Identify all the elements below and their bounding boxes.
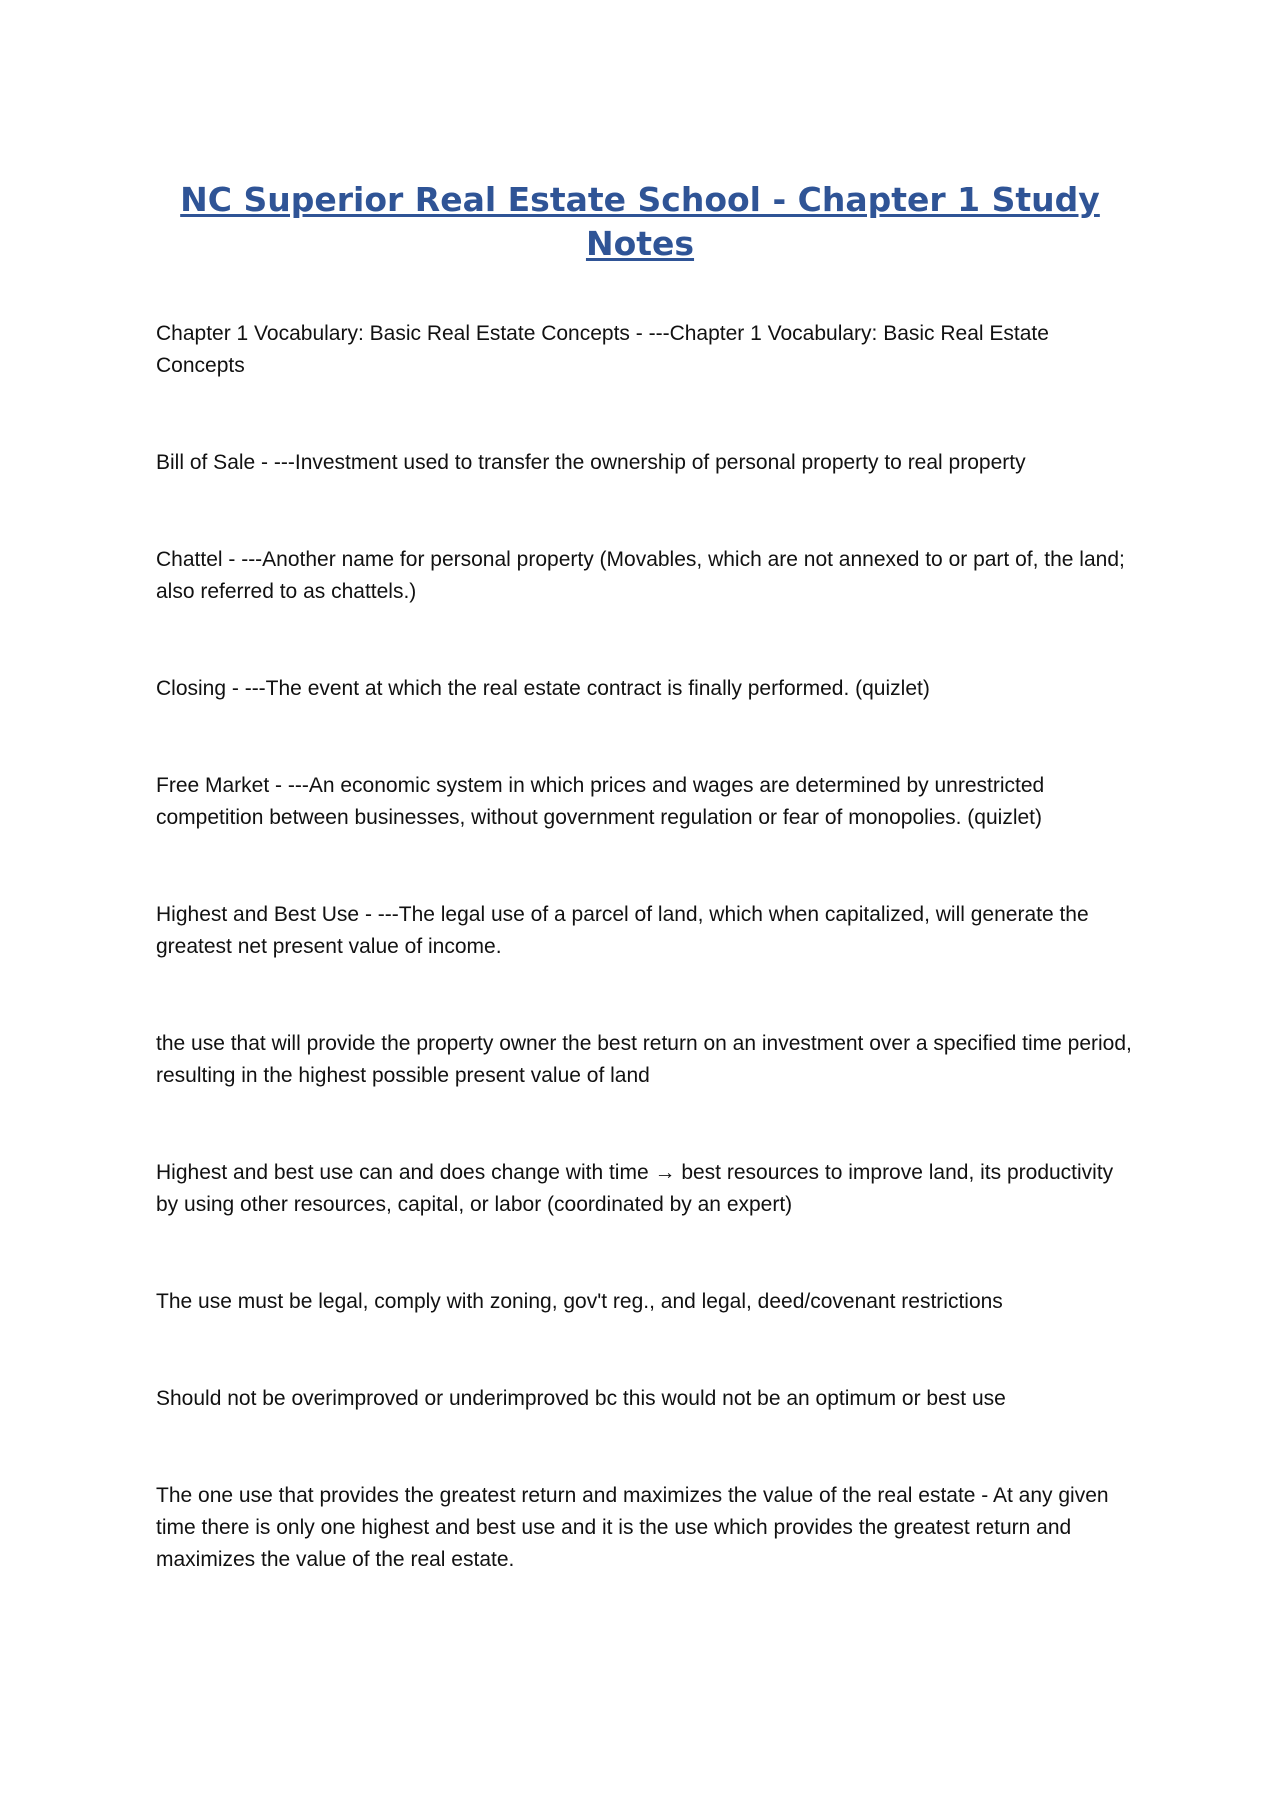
paragraph-closing: Closing - ---The event at which the real estate contract is finally performed. (quizlet): [156, 677, 930, 700]
paragraph-chapter-vocabulary: Chapter 1 Vocabulary: Basic Real Estate Concepts - ---Chapter 1 Vocabulary: Basic Real Estate Concepts: [156, 322, 1049, 377]
paragraph-overimproved: Should not be overimproved or underimproved bc this would not be an optimum or best use: [156, 1387, 1006, 1410]
paragraph-changes-with-time: Highest and best use can and does change with time → best resources to improve land, its productivity by using other resources, capital, or labor (coordinated by an expert): [156, 1161, 1114, 1216]
paragraph-highest-best-use: Highest and Best Use - ---The legal use of a parcel of land, which when capitalized, will generate the greatest net present value of income.: [156, 903, 1089, 958]
paragraph-best-return: the use that will provide the property owner the best return on an investment over a specified time period, resulting in the highest possible present value of land: [156, 1032, 1132, 1087]
paragraph-free-market: Free Market - ---An economic system in which prices and wages are determined by unrestricted competition between businesses, without government regulation or fear of monopolies. (quizlet): [156, 774, 1045, 829]
paragraph-greatest-return: The one use that provides the greatest return and maximizes the value of the real estate - At any given time there is only one highest and best use and it is the use which provides the greatest return and maximizes the value of the real estate.: [156, 1484, 1109, 1571]
paragraph-chattel: Chattel - ---Another name for personal property (Movables, which are not annexed to or part of, the land; also referred to as chattels.): [156, 548, 1125, 603]
paragraph-legal-use: The use must be legal, comply with zoning, gov't reg., and legal, deed/covenant restrictions: [156, 1290, 1003, 1313]
paragraph-bill-of-sale: Bill of Sale - ---Investment used to transfer the ownership of personal property to real property: [156, 451, 1026, 474]
document-body: [156, 318, 1136, 1576]
document-title: NC Superior Real Estate School - Chapter 1 Study Notes: [180, 180, 1100, 263]
